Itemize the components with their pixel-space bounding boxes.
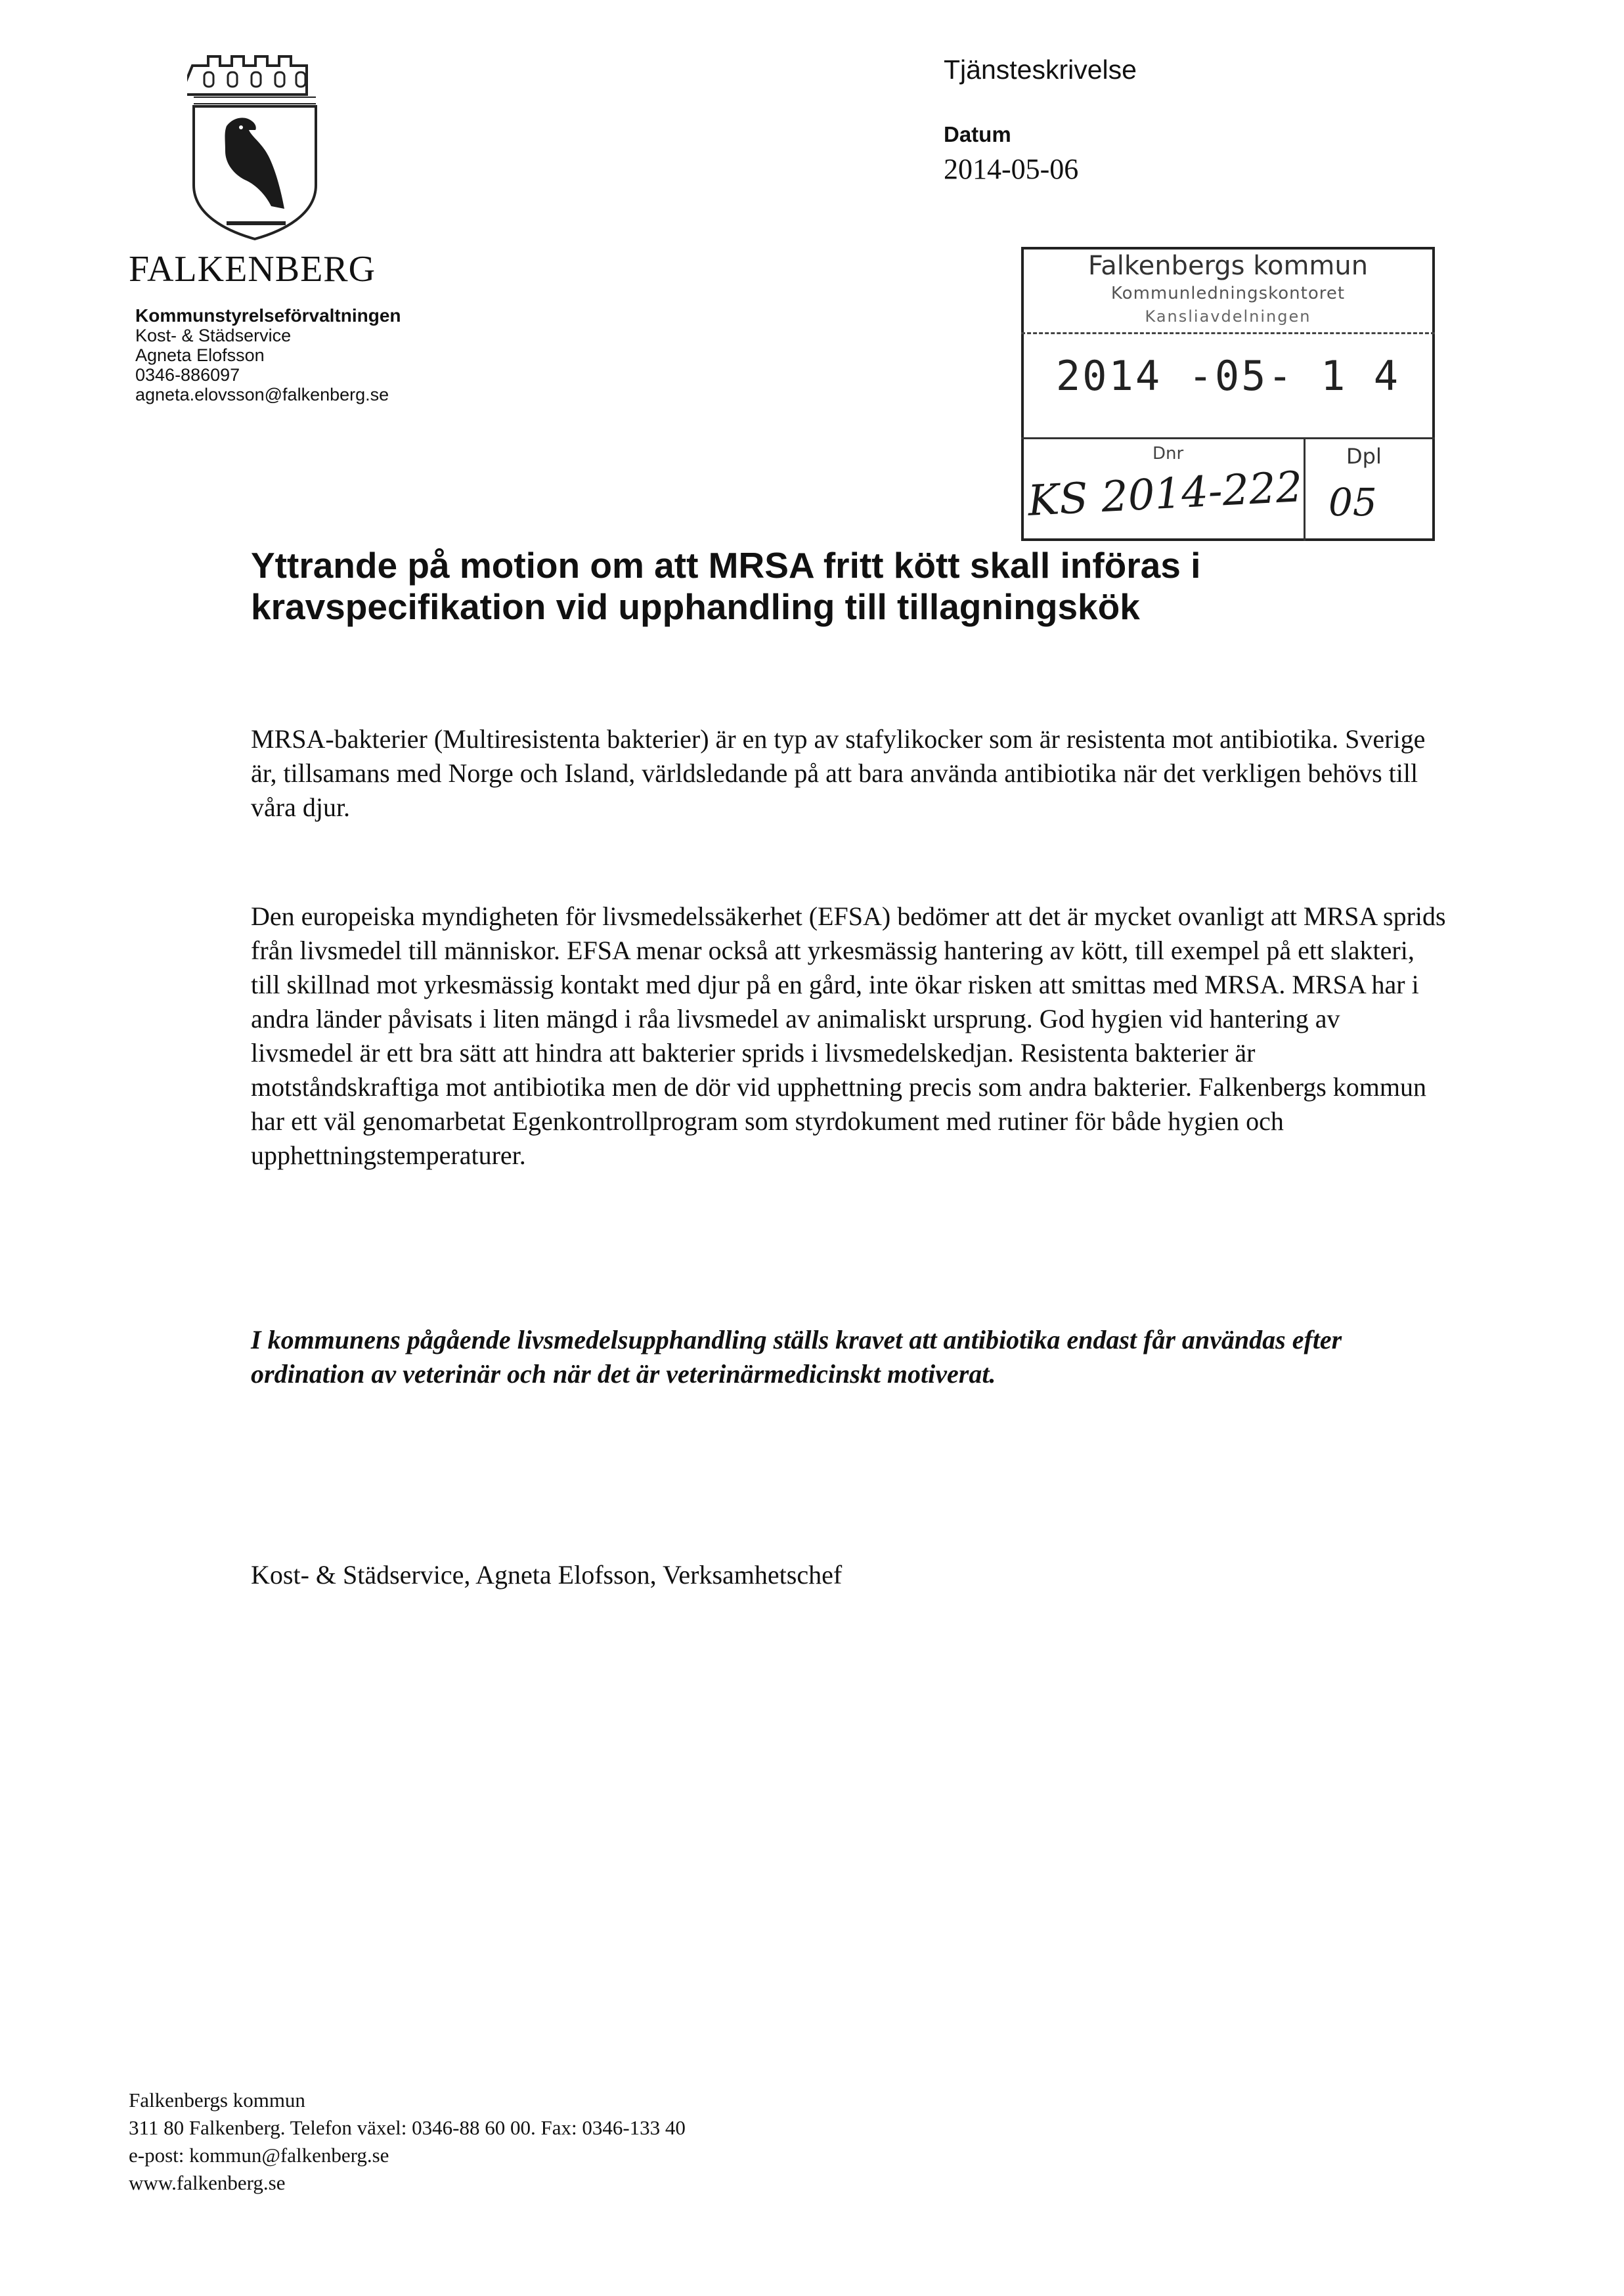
unit-name: Kost- & Städservice — [135, 326, 292, 345]
body-paragraph: Den europeiska myndigheten för livsmedelssäkerhet (EFSA) bedömer att det är mycket ovanligt att MRSA sprids från livsmedel till människor. EFSA menar också att yrkesmässig hantering av kött, till exempel på ett slakteri, till skillnad mot yrkesmässig kontakt med djur på en gård, inte ökar risken att smittas med MRSA. MRSA har i andra länder påvisats i liten mängd i råa livsmedel av animaliskt ursprung. God hygien vid hantering av livsmedel är ett bra sätt att hindra att bakterier sprids i livsmedelskedjan. Resistenta bakterier är motståndskraftiga mot antibiotika men de dör vid upphettning precis som andra bakterier. Falkenbergs kommun har ett väl genomarbetat Egenkontrollprogram som styrdokument med rutiner för både hygien och upphettningstemperaturer. — [251, 901, 1446, 1170]
department-name: Kommunstyrelseförvaltningen — [135, 305, 401, 326]
sender-block — [135, 306, 401, 404]
stamp-dpl-label: Dpl — [1346, 444, 1382, 469]
stamp-divider — [1021, 437, 1435, 439]
body-paragraph: MRSA-bakterier (Multiresistenta bakterier) är en typ av stafylikocker som är resistenta mot antibiotika. Sverige är, tillsamans med Norge och Island, världsledande på att bara använda antibiotika när det verkligen behövs till våra djur. — [251, 724, 1426, 822]
stamp-division: Kansliavdelningen — [1145, 307, 1311, 326]
stamp-organization: Falkenbergs kommun — [1087, 251, 1369, 281]
contact-phone: 0346-886097 — [135, 365, 240, 385]
contact-name: Agneta Elofsson — [135, 345, 265, 365]
stamp-divider — [1021, 332, 1435, 334]
footer-email: e-post: kommun@falkenberg.se — [129, 2144, 389, 2167]
footer — [129, 2087, 686, 2197]
received-stamp — [1021, 247, 1435, 541]
date-label: Datum — [944, 122, 1011, 146]
footer-website: www.falkenberg.se — [129, 2171, 286, 2194]
conclusion-paragraph: I kommunens pågående livsmedelsupphandling ställs kravet att antibiotika endast får användas efter ordination av veterinär och när det är veterinärmedicinskt motiverat. — [251, 1325, 1342, 1389]
signature-line: Kost- & Städservice, Agneta Elofsson, Verksamhetschef — [251, 1560, 843, 1590]
stamp-date: 2014 -05- 1 4 — [1055, 352, 1401, 400]
contact-email: agneta.elovsson@falkenberg.se — [135, 385, 389, 404]
stamp-handwritten-dpl: 05 — [1328, 480, 1377, 525]
stamp-column-separator — [1304, 437, 1306, 541]
stamp-dnr-label: Dnr — [1152, 444, 1184, 464]
stamp-office: Kommunledningskontoret — [1110, 284, 1346, 303]
document-title: Yttrande på motion om att MRSA fritt kött skall införas i kravspecifikation vid upphandling till tillagningskök — [251, 545, 1201, 627]
stamp-handwritten-dnr: KS 2014-222 — [1026, 463, 1304, 526]
organization-name: FALKENBERG — [129, 249, 376, 290]
footer-address: 311 80 Falkenberg. Telefon växel: 0346-88 60 00. Fax: 0346-133 40 — [129, 2116, 686, 2139]
falkenberg-coat-of-arms-logo — [187, 54, 322, 241]
footer-org: Falkenbergs kommun — [129, 2089, 305, 2112]
date-value: 2014-05-06 — [944, 153, 1079, 185]
document-type: Tjänsteskrivelse — [944, 54, 1137, 85]
